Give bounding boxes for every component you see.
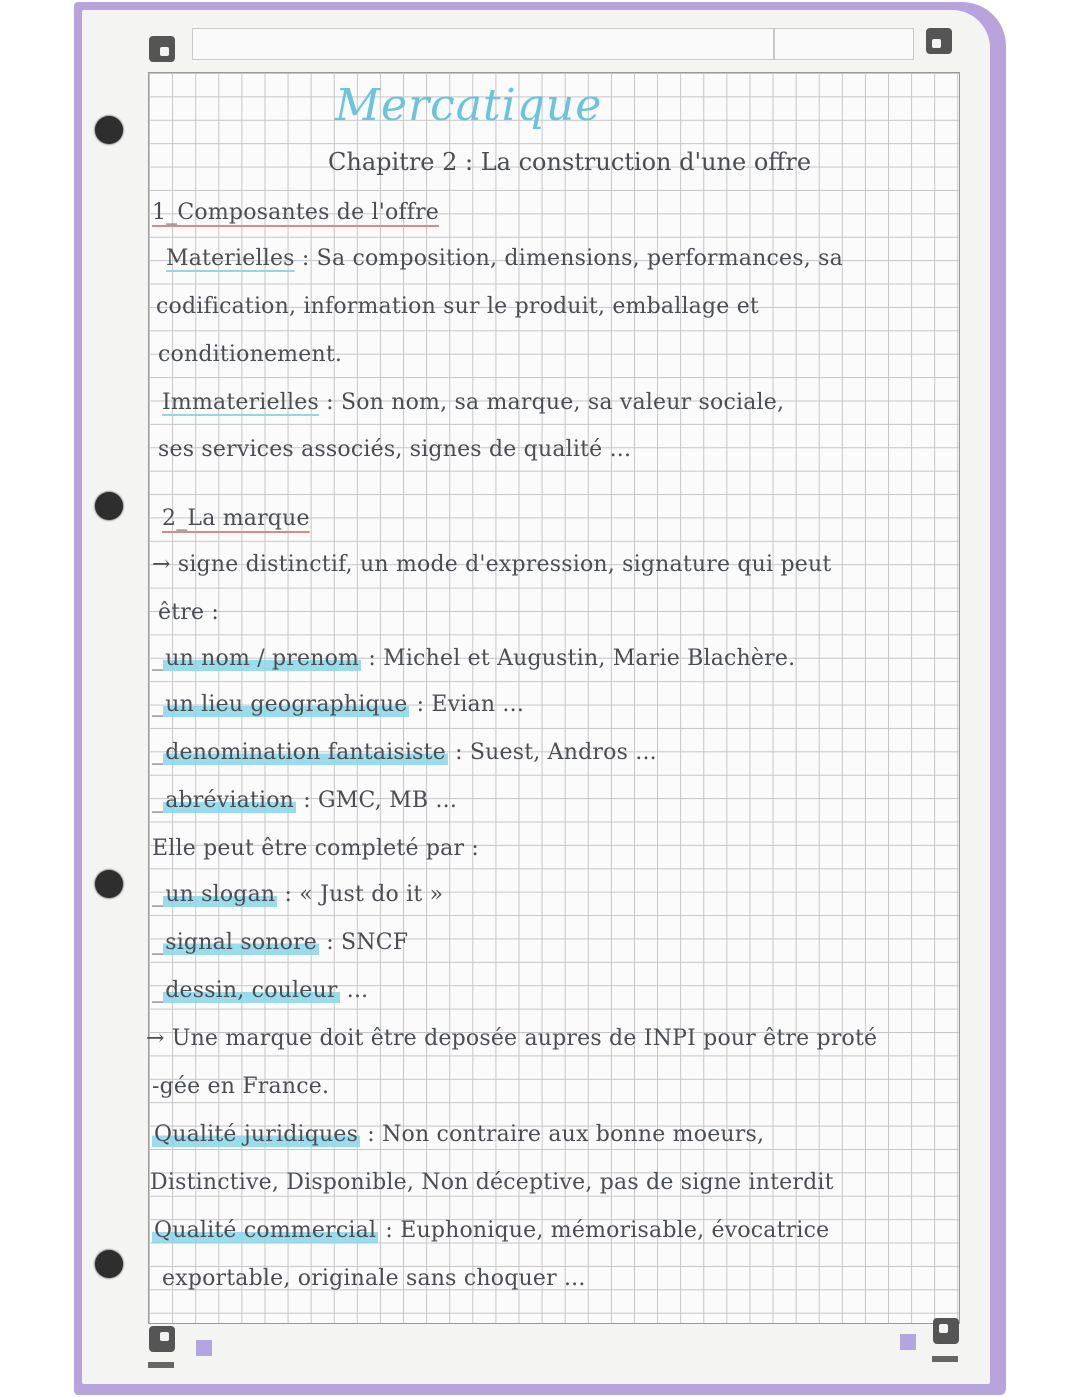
list-item-abreviation-term: abréviation: [165, 788, 295, 813]
complete-line: Elle peut être completé par :: [152, 836, 479, 861]
materielles-line-3: conditionement.: [158, 342, 343, 367]
immaterielles-text-1: : Son nom, sa marque, sa valeur sociale,: [326, 390, 785, 415]
qualite-juridiques-term: Qualité juridiques: [154, 1122, 359, 1147]
immaterielles-line-2: ses services associés, signes de qualité ...: [158, 437, 632, 462]
list-item-slogan-term: un slogan: [165, 882, 276, 907]
qualite-commercial-text-1: : Euphonique, mémorisable, évocatrice: [385, 1218, 830, 1243]
list-item-abreviation: _abréviation : GMC, MB ...: [152, 788, 458, 813]
list-item-slogan: _un slogan : « Just do it »: [152, 882, 444, 907]
list-item-lieu-term: un lieu geographique: [165, 692, 408, 717]
inpi-line-2: -gée en France.: [152, 1074, 330, 1099]
qualite-commercial-term: Qualité commercial: [154, 1218, 377, 1243]
materielles-line-2: codification, information sur le produit, emballage et: [156, 294, 759, 319]
list-item-nom-term: un nom / prenom: [165, 646, 360, 671]
qualite-commercial-line-1: [152, 1218, 829, 1243]
qualite-commercial-line-2: exportable, originale sans choquer ...: [162, 1266, 586, 1291]
immaterielles-term: Immaterielles: [162, 390, 319, 415]
list-item-dessin-term: dessin, couleur: [165, 978, 338, 1003]
marque-line-2: être :: [158, 600, 220, 625]
chapter-heading: Chapitre 2 : La construction d'une offre: [328, 148, 812, 176]
qualite-juridiques-line-1: [152, 1122, 764, 1147]
list-item-nom-text: : Michel et Augustin, Marie Blachère.: [368, 646, 796, 671]
list-item-lieu: _un lieu geographique : Evian ...: [152, 692, 525, 717]
list-item-signal: _signal sonore : SNCF: [152, 930, 409, 955]
inpi-line-1: → Une marque doit être deposée aupres de INPI pour être proté: [146, 1026, 878, 1051]
qualite-juridiques-text-1: : Non contraire aux bonne moeurs,: [367, 1122, 765, 1147]
list-item-lieu-text: : Evian ...: [416, 692, 525, 717]
list-item-slogan-text: : « Just do it »: [284, 882, 444, 907]
page-title: Mercatique: [335, 80, 603, 131]
list-item-dessin-text: ...: [346, 978, 369, 1003]
list-item-denomination-text: : Suest, Andros ...: [455, 740, 657, 765]
qualite-juridiques-line-2: Distinctive, Disponible, Non déceptive, pas de signe interdit: [150, 1170, 834, 1195]
section-2-heading: 2_La marque: [162, 506, 310, 531]
materielles-line-1: [166, 246, 843, 271]
list-item-nom: _un nom / prenom : Michel et Augustin, Marie Blachère.: [152, 646, 796, 671]
materielles-text-1: : Sa composition, dimensions, performances, sa: [301, 246, 843, 271]
immaterielles-line-1: [162, 390, 784, 415]
list-item-denomination-term: denomination fantaisiste: [165, 740, 446, 765]
section-1-heading: 1_Composantes de l'offre: [152, 200, 440, 225]
materielles-term: Materielles: [166, 246, 295, 271]
list-item-signal-term: signal sonore: [165, 930, 318, 955]
list-item-abreviation-text: : GMC, MB ...: [303, 788, 458, 813]
list-item-dessin: _dessin, couleur ...: [152, 978, 369, 1003]
marque-line-1: → signe distinctif, un mode d'expression, signature qui peut: [152, 552, 832, 577]
list-item-signal-text: : SNCF: [326, 930, 409, 955]
list-item-denomination: _denomination fantaisiste : Suest, Andros ...: [152, 740, 657, 765]
